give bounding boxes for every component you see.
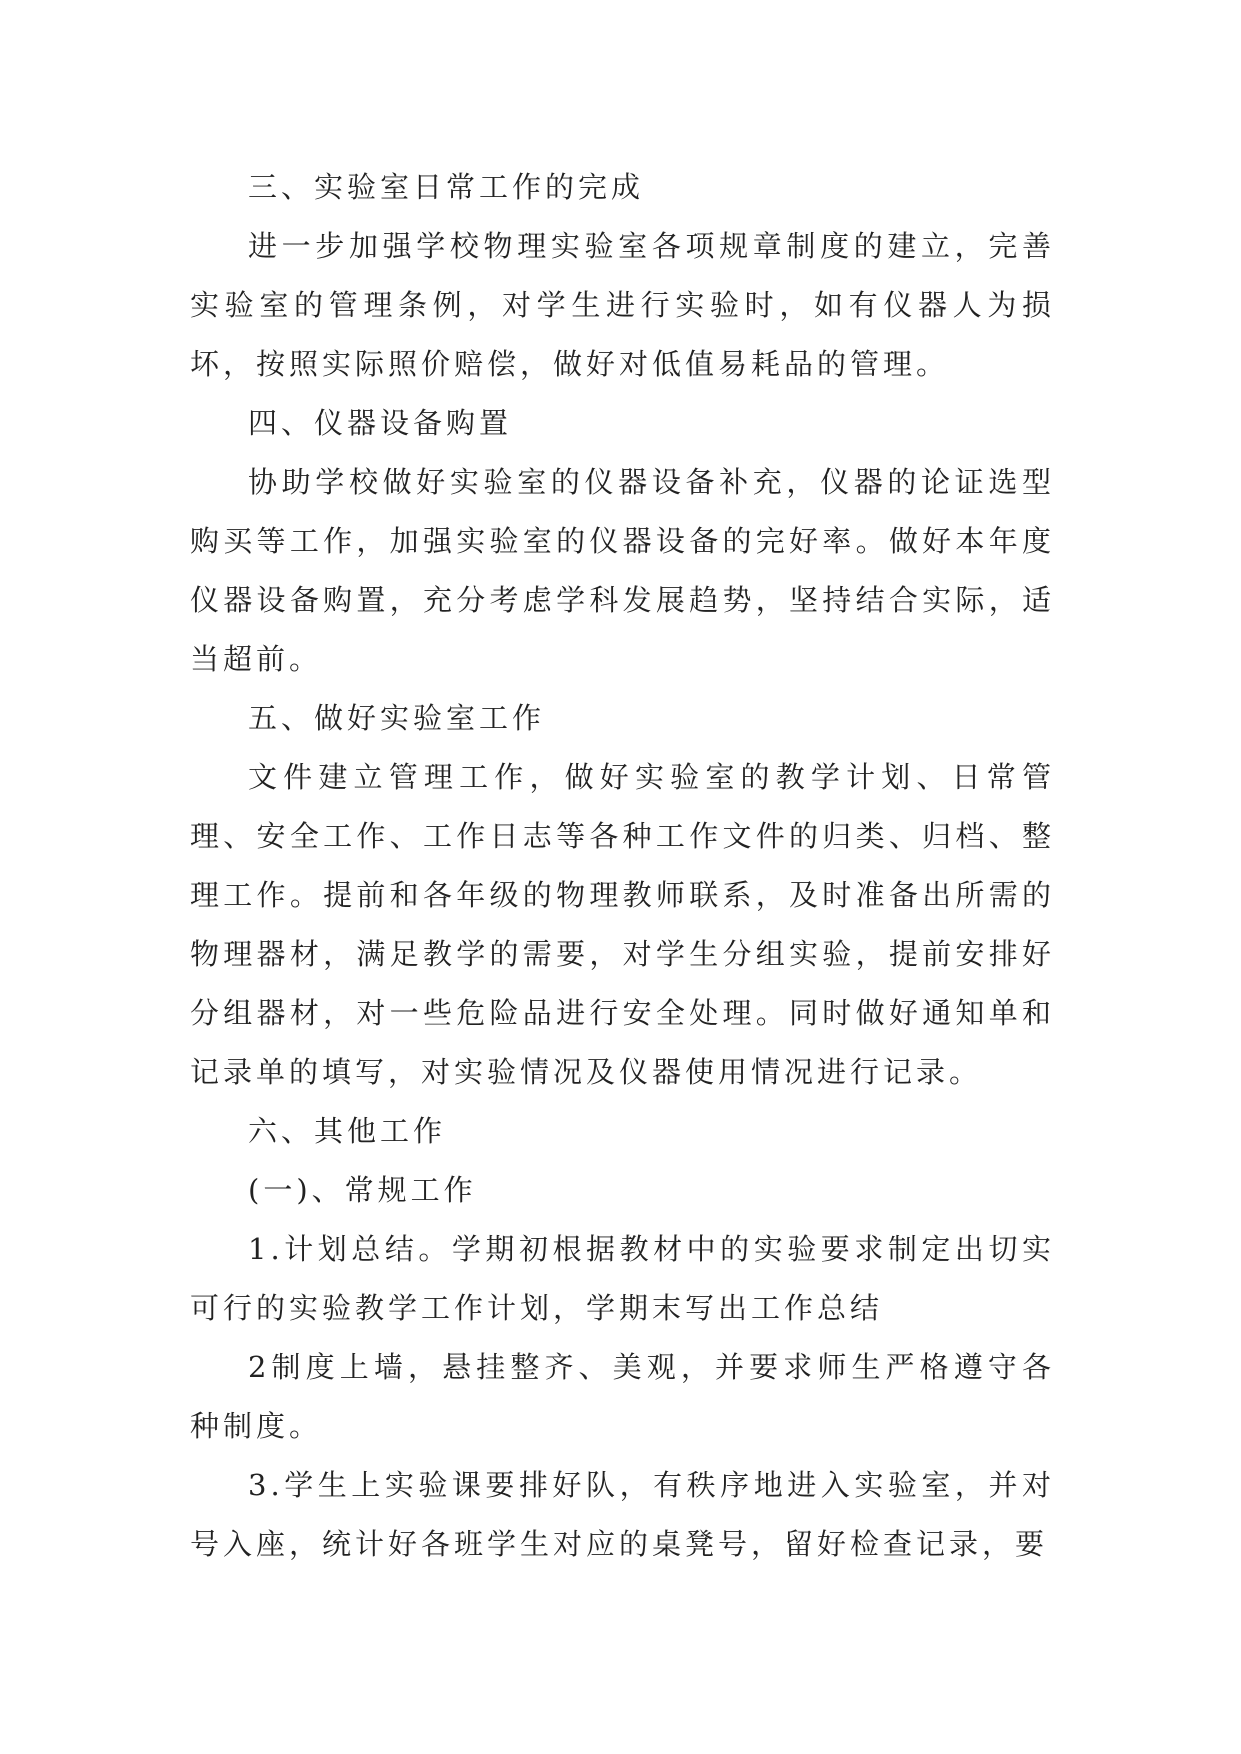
list-item-3: 3.学生上实验课要排好队，有秩序地进入实验室，并对号入座，统计好各班学生对应的桌凳号，留好检查记录，要 — [190, 1468, 1055, 1561]
section-heading-6: 六、其他工作 — [248, 1114, 447, 1148]
paragraph-lab-rules: 进一步加强学校物理实验室各项规章制度的建立，完善实验室的管理条例，对学生进行实验时，如有仪器人为损坏，按照实际照价赔偿，做好对低值易耗品的管理。 — [190, 229, 1055, 381]
paragraph-lab-documents: 文件建立管理工作，做好实验室的教学计划、日常管理、安全工作、工作日志等各种工作文件的归类、归档、整理工作。提前和各年级的物理教师联系，及时准备出所需的物理器材，满足教学的需要，对学生分组实验，提前安排好分组器材，对一些危险品进行安全处理。同时做好通知单和记录单的填写，对实验情况及仪器使用情况进行记录。 — [190, 760, 1055, 1089]
section-heading-3: 三、实验室日常工作的完成 — [248, 170, 645, 204]
section-heading-4: 四、仪器设备购置 — [248, 406, 513, 440]
list-item-1: 1.计划总结。学期初根据教材中的实验要求制定出切实可行的实验教学工作计划，学期末写出工作总结 — [190, 1232, 1055, 1325]
paragraph-equipment-purchase: 协助学校做好实验室的仪器设备补充，仪器的论证选型购买等工作，加强实验室的仪器设备的完好率。做好本年度仪器设备购置，充分考虑学科发展趋势，坚持结合实际，适当超前。 — [190, 465, 1055, 676]
list-item-2: 2制度上墙，悬挂整齐、美观，并要求师生严格遵守各种制度。 — [190, 1350, 1055, 1443]
subsection-heading-1: (一)、常规工作 — [248, 1173, 477, 1207]
document-body — [190, 158, 1055, 1574]
section-heading-5: 五、做好实验室工作 — [248, 701, 546, 735]
